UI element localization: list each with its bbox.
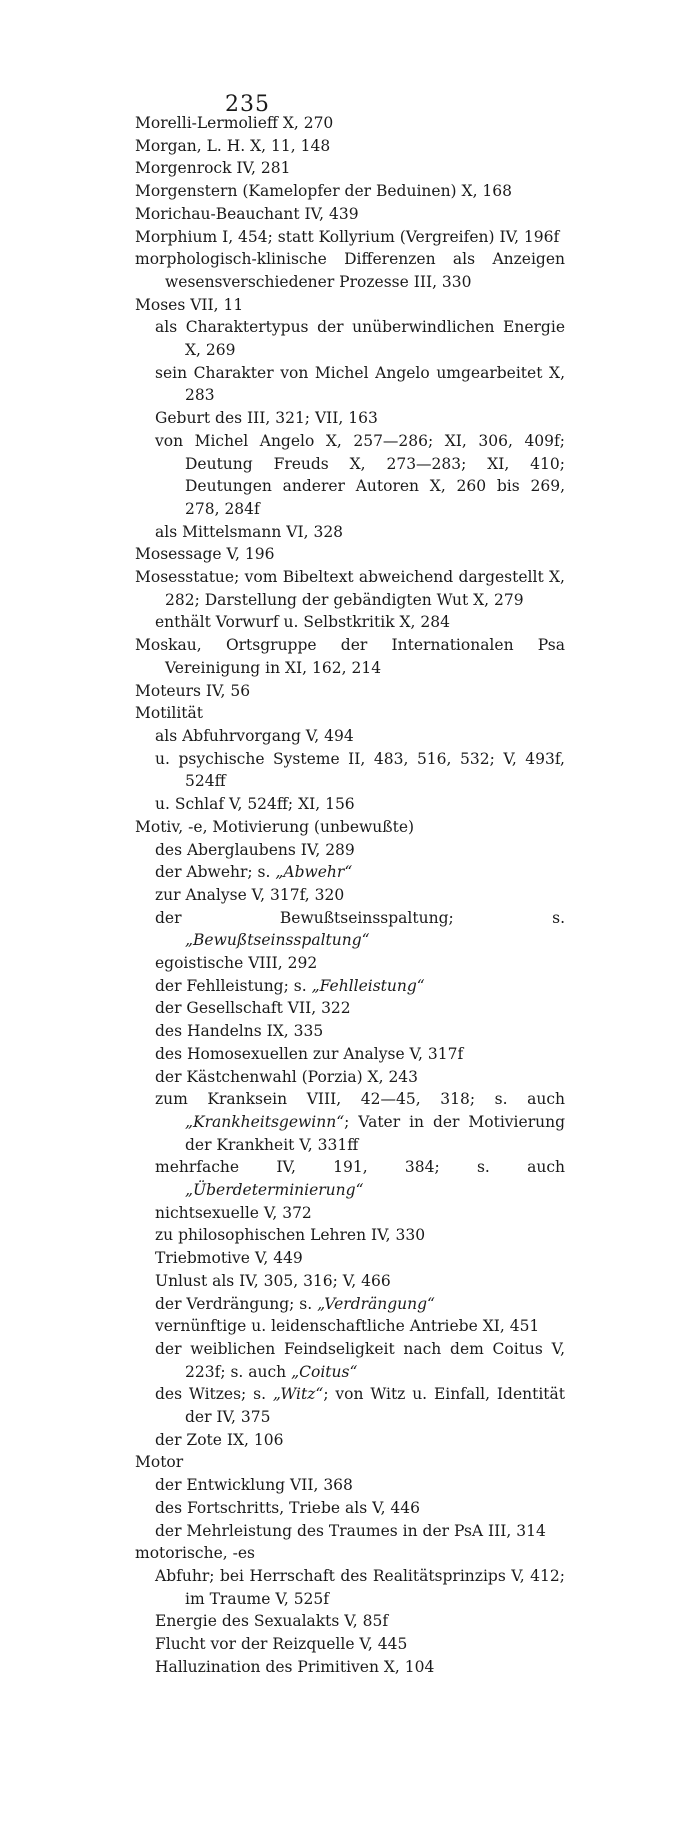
index-entry: morphologisch-klinische Differenzen als Anzeigen wesensverschiedener Prozesse III, 330 [135,250,565,291]
index-entry: Motor [135,1453,184,1472]
index-subentry: Flucht vor der Reizquelle V, 445 [155,1635,408,1654]
index-subentry: u. Schlaf V, 524ff; XI, 156 [155,795,355,814]
index-subentry: zum Kranksein VIII, 42—45, 318; s. auch „Krankheitsgewinn“; Vater in der Motivierung der Krankheit V, 331ff [155,1090,565,1154]
cross-reference: „Fehlleistung“ [311,976,425,995]
cross-reference: „Witz“ [272,1385,324,1404]
index-entry: Morgan, L. H. X, 11, 148 [135,136,331,155]
index-subentry: zu philosophischen Lehren IV, 330 [155,1226,426,1245]
index-entry: Mosesstatue; vom Bibeltext abweichend dargestellt X, 282; Darstellung der gebändigten Wut X, 279 [135,568,565,609]
index-subentry: der Entwicklung VII, 368 [155,1476,353,1495]
cross-reference: „Verdrängung“ [317,1294,435,1313]
index-subentry: als Abfuhrvorgang V, 494 [155,726,354,745]
index-subentry: mehrfache IV, 191, 384; s. auch „Überdeterminierung“ [155,1158,565,1200]
index-subentry: als Mittelsmann VI, 328 [155,522,344,541]
index-entry: Moses VII, 11 [135,295,244,314]
index-subentry: der weiblichen Feindseligkeit nach dem Coitus V, 223f; s. auch „Coitus“ [155,1339,565,1381]
index-subentry: sein Charakter von Michel Angelo umgearbeitet X, 283 [155,363,565,405]
index-subentry: zur Analyse V, 317f, 320 [155,885,345,904]
index-subentry: u. psychische Systeme II, 483, 516, 532; V, 493f, 524ff [155,749,565,791]
cross-reference: „Krankheitsgewinn“ [185,1112,345,1131]
index-subentry: Geburt des III, 321; VII, 163 [155,409,378,428]
index-entry: Morelli-Lermolieff X, 270 [135,114,334,132]
index-entry: Morgenrock IV, 281 [135,159,291,178]
index-subentry: des Fortschritts, Triebe als V, 446 [155,1498,421,1517]
index-entry: Moskau, Ortsgruppe der Internationalen Psa Vereinigung in XI, 162, 214 [135,636,565,677]
index-subentry: des Homosexuellen zur Analyse V, 317f [155,1044,464,1063]
index-subentry: der Zote IX, 106 [155,1430,284,1449]
index-entry: Morphium I, 454; statt Kollyrium (Vergreifen) IV, 196f [135,227,560,246]
page-number: 235 [225,92,270,117]
index-subentry: des Aberglaubens IV, 289 [155,840,355,859]
index-subentry: der Verdrängung; s. „Verdrängung“ [155,1294,435,1313]
index-subentry: der Kästchenwahl (Porzia) X, 243 [155,1067,419,1086]
index-subentry: der Gesellschaft VII, 322 [155,999,351,1018]
index-subentry: des Witzes; s. „Witz“; von Witz u. Einfall, Identität der IV, 375 [155,1385,565,1427]
index-subentry: egoistische VIII, 292 [155,954,318,973]
index-subentry: der Fehlleistung; s. „Fehlleistung“ [155,976,425,995]
index-entry: motorische, -es [135,1544,255,1563]
index-entry: Morichau-Beauchant IV, 439 [135,204,359,223]
index-subentry: von Michel Angelo X, 257—286; XI, 306, 409f; Deutung Freuds X, 273—283; XI, 410; Deutungen anderer Autoren X, 260 bis 269, 278, 284f [155,431,565,518]
index-subentry: der Mehrleistung des Traumes in der PsA III, 314 [155,1521,546,1540]
index-subentry: Abfuhr; bei Herrschaft des Realitätsprinzips V, 412; im Traume V, 525f [155,1567,565,1608]
cross-reference: „Abwehr“ [275,863,353,882]
index-subentry: der Abwehr; s. „Abwehr“ [155,863,353,882]
cross-reference: „Überdeterminierung“ [185,1181,364,1200]
index-entry: Morgenstern (Kamelopfer der Beduinen) X, 168 [135,182,513,201]
index-subentry: nichtsexuelle V, 372 [155,1203,312,1222]
index-entry: Moteurs IV, 56 [135,681,251,700]
index-subentry: vernünftige u. leidenschaftliche Antriebe XI, 451 [155,1317,540,1336]
index-entry: Motiv, -e, Motivierung (unbewußte) [135,817,415,836]
index-subentry: Triebmotive V, 449 [155,1249,303,1268]
index-subentry: Halluzination des Primitiven X, 104 [155,1657,435,1676]
index-entry: Mosessage V, 196 [135,545,275,564]
index-subentry: enthält Vorwurf u. Selbstkritik X, 284 [155,613,450,632]
index-subentry: der Bewußtseinsspaltung; s. „Bewußtseinsspaltung“ [155,908,565,950]
index-subentry: Energie des Sexualakts V, 85f [155,1612,389,1631]
cross-reference: „Coitus“ [291,1362,358,1381]
index-entry: Motilität [135,704,204,723]
index-subentry: als Charaktertypus der unüberwindlichen Energie X, 269 [155,318,565,360]
index-column [135,112,565,1679]
index-subentry: Unlust als IV, 305, 316; V, 466 [155,1271,391,1290]
index-subentry: des Handelns IX, 335 [155,1022,324,1041]
cross-reference: „Bewußtseinsspaltung“ [185,931,370,950]
